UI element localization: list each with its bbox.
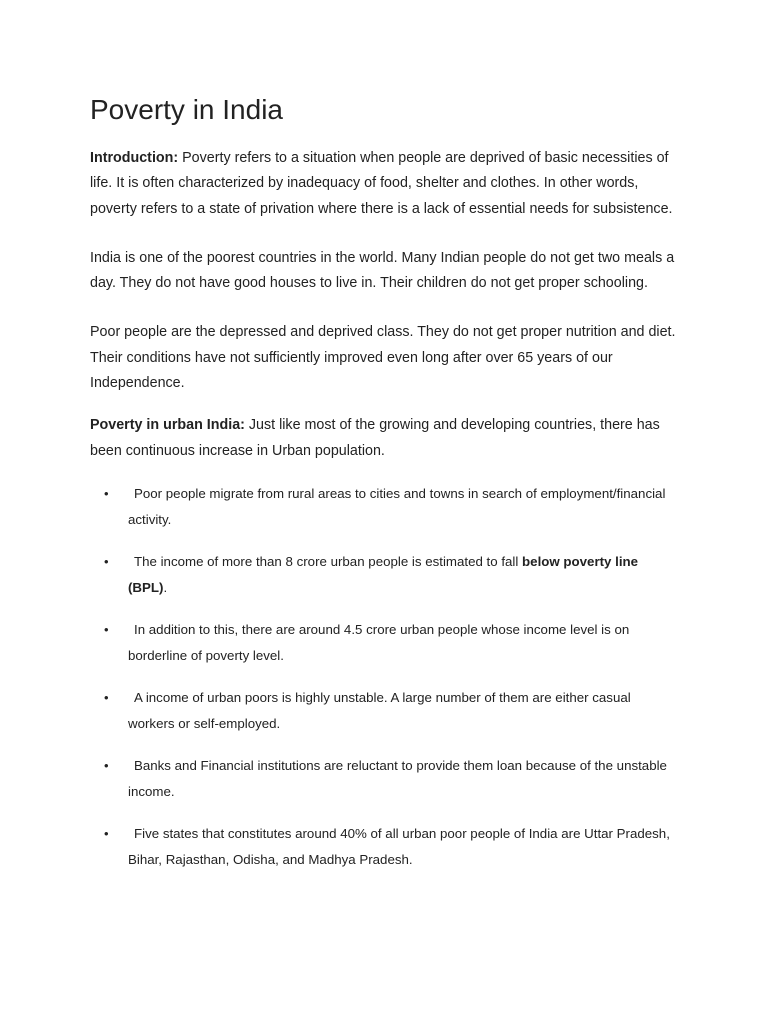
urban-poverty-list: [90, 481, 680, 873]
list-item: [90, 481, 680, 533]
bullet-icon: •: [104, 825, 109, 841]
list-item-text: A income of urban poors is highly unstable. A large number of them are either casual workers or self-employed.: [128, 689, 631, 731]
urban-poverty-paragraph: [90, 413, 680, 464]
bpl-emphasis: below poverty line (BPL): [128, 553, 639, 595]
bullet-icon: •: [104, 757, 109, 773]
intro-paragraph: [90, 146, 680, 222]
urban-text: Just like most of the growing and developing countries, there has been continuous increase in Urban population.: [90, 417, 660, 459]
list-item: [90, 753, 680, 805]
bullet-icon: •: [104, 553, 109, 569]
list-item-text: [128, 554, 638, 595]
bullet-icon: •: [104, 621, 109, 637]
page-title: Poverty in India: [90, 94, 283, 125]
list-item-text: Poor people migrate from rural areas to cities and towns in search of employment/financial activity.: [128, 485, 666, 527]
list-item: [90, 685, 680, 737]
list-item-text: Five states that constitutes around 40% of all urban poor people of India are Uttar Pradesh, Bihar, Rajasthan, Odisha, and Madhya Pradesh.: [128, 825, 670, 867]
intro-label: Introduction:: [90, 150, 179, 166]
bullet-icon: •: [104, 485, 109, 501]
list-item: [90, 617, 680, 669]
list-item-text-pre: The income of more than 8 crore urban people is estimated to fall: [134, 553, 523, 569]
list-item-text: In addition to this, there are around 4.5 crore urban people whose income level is on borderline of poverty level.: [128, 621, 630, 663]
list-item: [90, 821, 680, 873]
list-item-text-post: .: [163, 579, 168, 595]
intro-text: Poverty refers to a situation when people are deprived of basic necessities of life. It is often characterized by inadequacy of food, shelter and clothes. In other words, poverty refers to a state of privation where there is a lack of essential needs for subsistence.: [90, 150, 673, 217]
paragraph-poorest-countries: India is one of the poorest countries in the world. Many Indian people do not get two meals a day. They do not have good houses to live in. Their children do not get proper schooling.: [90, 249, 675, 292]
list-item: [90, 549, 680, 601]
paragraph-deprived-class: Poor people are the depressed and deprived class. They do not get proper nutrition and diet. Their conditions have not sufficiently improved even long after over 65 years of our Independence.: [90, 324, 676, 392]
bullet-icon: •: [104, 689, 109, 705]
urban-label: Poverty in urban India:: [90, 417, 245, 434]
list-item-text: Banks and Financial institutions are reluctant to provide them loan because of the unstable income.: [128, 757, 667, 799]
